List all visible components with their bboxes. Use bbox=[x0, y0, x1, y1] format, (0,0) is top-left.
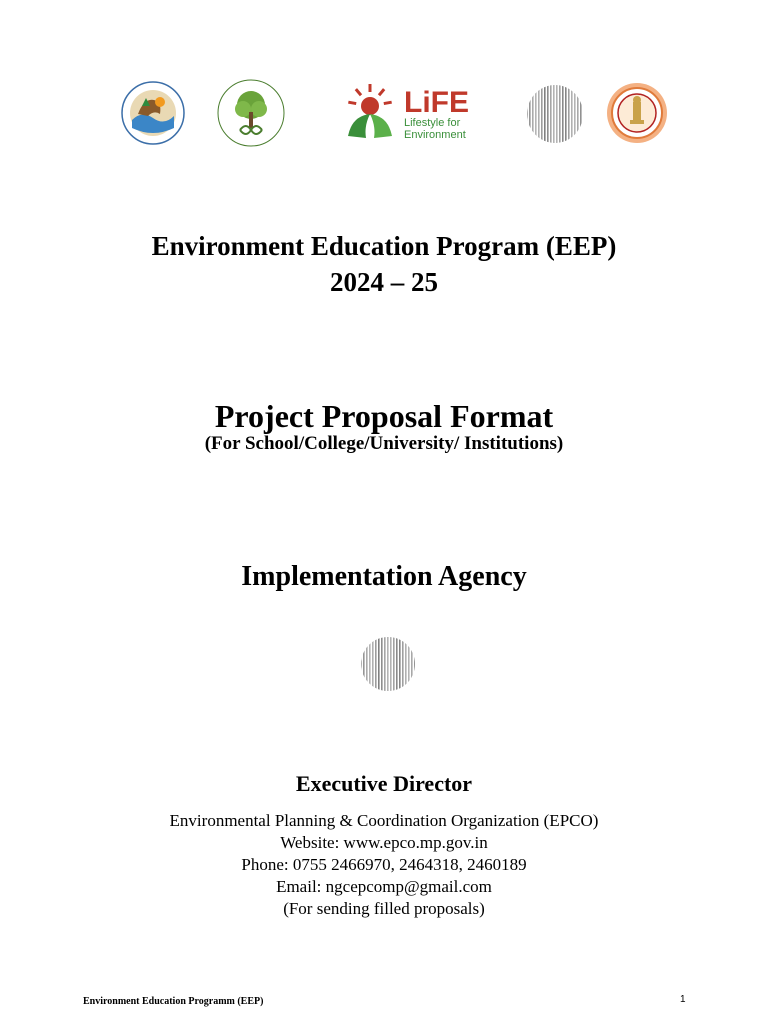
program-year: 2024 – 25 bbox=[330, 267, 438, 297]
footer-text: Environment Education Programm (EEP) bbox=[83, 996, 264, 1007]
life-tagline-1: Lifestyle for bbox=[404, 117, 461, 129]
executive-email[interactable]: Email: ngcepcomp@gmail.com bbox=[276, 877, 492, 896]
proposal-title: Project Proposal Format bbox=[214, 398, 554, 434]
title-block bbox=[0, 228, 768, 300]
proposal-subtitle: (For School/College/University/ Institutions) bbox=[204, 433, 564, 454]
executive-org: Environmental Planning & Coordination Organization (EPCO) bbox=[169, 811, 599, 830]
agency-heading: Implementation Agency bbox=[241, 561, 527, 592]
agency-striped-logo-icon bbox=[360, 636, 416, 692]
eep-tree-logo-icon bbox=[216, 78, 286, 148]
life-logo-icon bbox=[344, 80, 476, 146]
executive-phone: Phone: 0755 2466970, 2464318, 2460189 bbox=[241, 855, 527, 874]
page-number: 1 bbox=[680, 994, 686, 1005]
life-tagline-2: Environment bbox=[404, 129, 466, 141]
executive-block bbox=[0, 768, 768, 920]
striped-circle-logo-icon bbox=[526, 84, 584, 144]
logo-row bbox=[0, 74, 768, 154]
executive-title: Executive Director bbox=[295, 771, 473, 796]
life-brand-text: LiFE bbox=[404, 86, 469, 119]
museum-logo-icon bbox=[120, 80, 186, 146]
program-title: Environment Education Program (EEP) bbox=[151, 231, 617, 261]
state-emblem-icon bbox=[606, 82, 668, 144]
executive-website[interactable]: Website: www.epco.mp.gov.in bbox=[280, 833, 488, 852]
executive-note: (For sending filled proposals) bbox=[283, 899, 485, 918]
proposal-block bbox=[0, 394, 768, 454]
